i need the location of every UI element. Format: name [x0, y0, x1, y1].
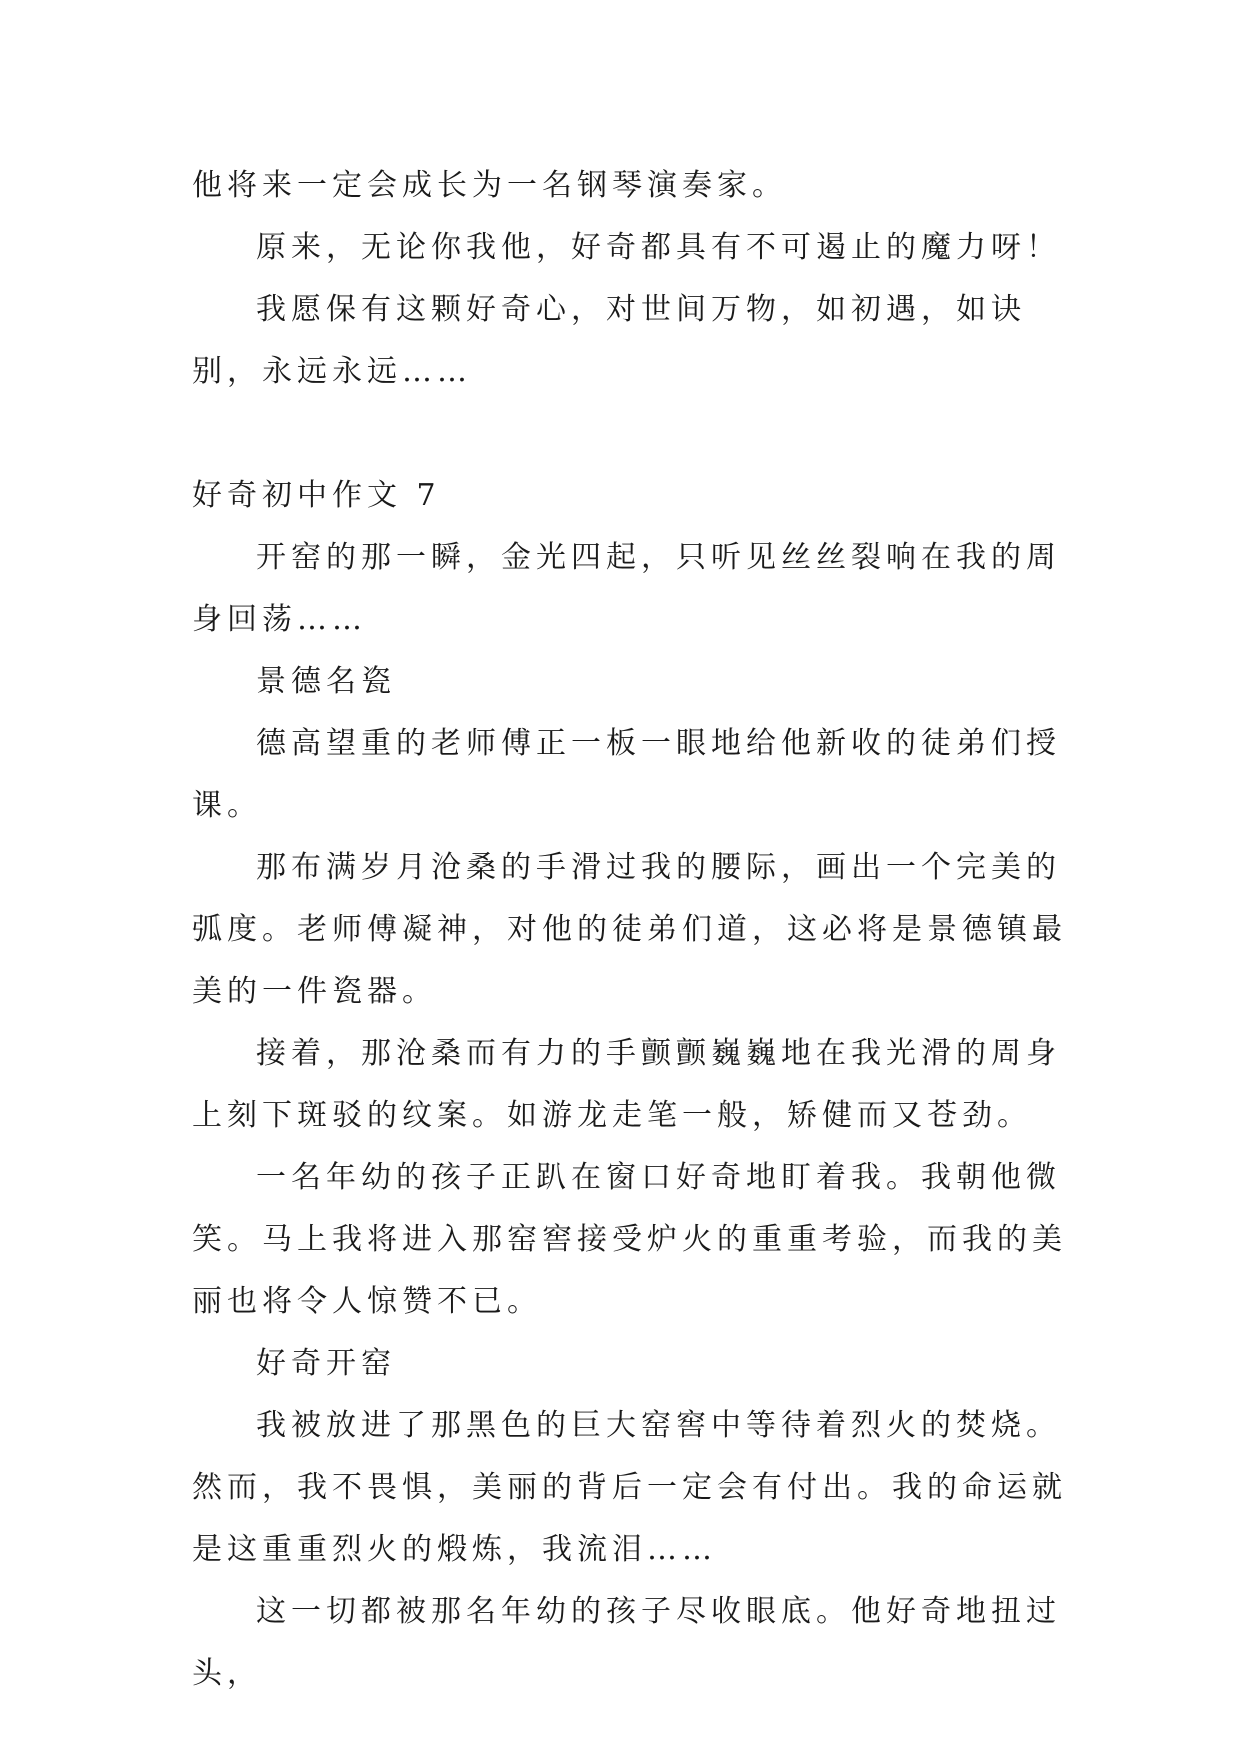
paragraph: 我被放进了那黑色的巨大窑窖中等待着烈火的焚烧。然而，我不畏惧，美丽的背后一定会有付出。我的命运就是这重重烈火的煅炼，我流泪……	[192, 1408, 1067, 1567]
document-body	[192, 155, 1072, 1705]
paragraph: 一名年幼的孩子正趴在窗口好奇地盯着我。我朝他微笑。马上我将进入那窑窖接受炉火的重重考验，而我的美丽也将令人惊赞不已。	[192, 1160, 1067, 1319]
section-spacer	[192, 403, 1072, 465]
subheading: 景德名瓷	[256, 664, 396, 699]
section-title: 好奇初中作文 7	[192, 478, 441, 513]
paragraph: 这一切都被那名年幼的孩子尽收眼底。他好奇地扭过头，	[192, 1594, 1061, 1691]
paragraph: 接着，那沧桑而有力的手颤颤巍巍地在我光滑的周身上刻下斑驳的纹案。如游龙走笔一般，矫健而又苍劲。	[192, 1036, 1061, 1133]
paragraph: 原来，无论你我他，好奇都具有不可遏止的魔力呀！	[256, 230, 1061, 265]
paragraph: 我愿保有这颗好奇心，对世间万物，如初遇，如诀别，永远永远……	[192, 292, 1026, 389]
paragraph: 德高望重的老师傅正一板一眼地给他新收的徒弟们授课。	[192, 726, 1061, 823]
subheading: 好奇开窑	[256, 1346, 396, 1381]
paragraph: 他将来一定会成长为一名钢琴演奏家。	[192, 168, 787, 203]
paragraph: 开窑的那一瞬，金光四起，只听见丝丝裂响在我的周身回荡……	[192, 540, 1061, 637]
paragraph: 那布满岁月沧桑的手滑过我的腰际，画出一个完美的弧度。老师傅凝神，对他的徒弟们道，这必将是景德镇最美的一件瓷器。	[192, 850, 1067, 1009]
